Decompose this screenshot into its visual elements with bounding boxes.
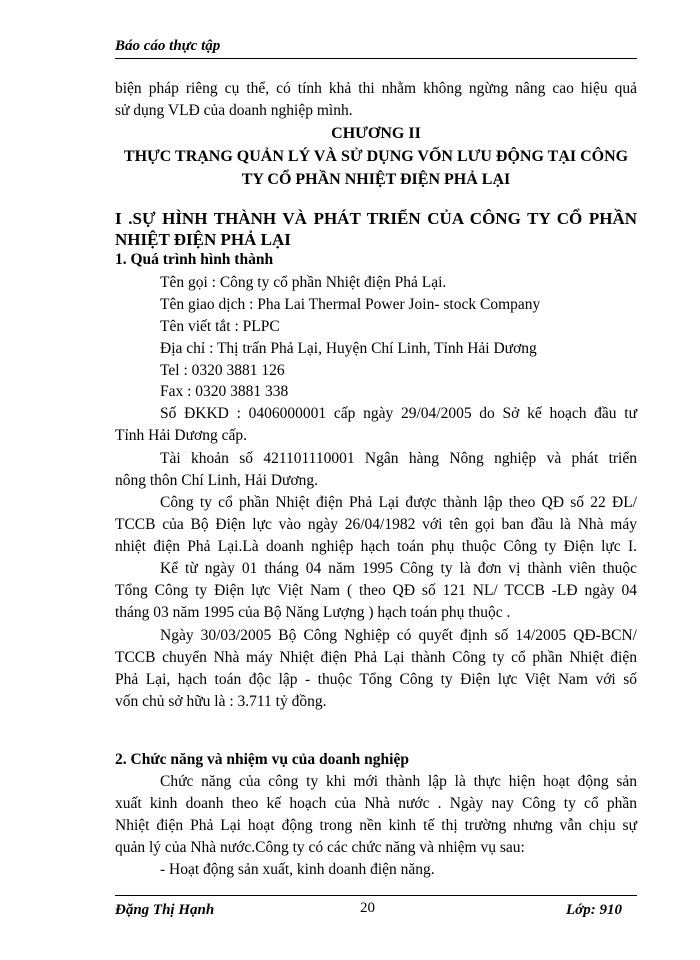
history-para-2-line-2: Tổng Công ty Điện lực Việt Nam ( theo QĐ số 121 NL/ TCCB -LĐ ngày 04: [115, 582, 637, 599]
history-para-3-line-3: Phả Lại, hạch toán độc lập - thuộc Tổng Công ty Điện lực Việt Nam với số: [115, 671, 637, 688]
chapter-title-line-1: THỰC TRẠNG QUẢN LÝ VÀ SỬ DỤNG VỐN LƯU ĐỘNG TẠI CÔNG: [123, 148, 629, 165]
function-para-line-4: quản lý của Nhà nước.Công ty có các chức năng và nhiệm vụ sau:: [115, 839, 525, 856]
page-header: Báo cáo thực tập: [115, 38, 637, 59]
business-registration-line-2: Tỉnh Hải Dương cấp.: [115, 427, 247, 444]
address: Địa chỉ : Thị trấn Phả Lại, Huyện Chí Linh, Tỉnh Hải Dương: [160, 340, 537, 357]
history-para-2-line-3: tháng 03 năm 1995 của Bộ Năng Lượng ) hạch toán phụ thuộc .: [115, 604, 511, 621]
history-para-2-line-1: Kể từ ngày 01 tháng 04 năm 1995 Công ty là đơn vị thành viên thuộc: [160, 560, 637, 577]
intro-line-2: sử dụng VLĐ của doanh nghiệp mình.: [115, 102, 353, 119]
footer-class: Lớp: 910: [566, 902, 622, 918]
function-para-line-3: Nhiệt điện Phả Lại hoạt động trong nền kinh tế thị trường nhưng vẫn chịu sự: [115, 817, 637, 834]
section-1-heading-line-1: I .SỰ HÌNH THÀNH VÀ PHÁT TRIỂN CỦA CÔNG TY CỔ PHẦN: [115, 209, 637, 228]
history-para-1-line-2: TCCB của Bộ Điện lực vào ngày 26/04/1982 với tên gọi ban đầu là Nhà máy: [115, 516, 637, 533]
history-para-3-line-4: vốn chủ sở hữu là : 3.711 tỷ đồng.: [115, 693, 327, 710]
bank-account-line-1: Tài khoản số 421101110001 Ngân hàng Nông nghiệp và phát triển: [160, 450, 637, 467]
business-registration-line-1: Số ĐKKD : 0406000001 cấp ngày 29/04/2005 do Sở kế hoạch đầu tư: [160, 405, 637, 422]
footer-author: Đặng Thị Hạnh: [115, 902, 215, 918]
history-para-1-line-1: Công ty cổ phần Nhiệt điện Phả Lại được thành lập theo QĐ số 22 ĐL/: [160, 494, 637, 511]
section-1-heading-line-2: NHIỆT ĐIỆN PHẢ LẠI: [115, 230, 291, 249]
function-item-1: - Hoạt động sản xuất, kinh doanh điện năng.: [160, 861, 435, 878]
subsection-2-heading: 2. Chức năng và nhiệm vụ của doanh nghiệp: [115, 751, 409, 768]
history-para-3-line-1: Ngày 30/03/2005 Bộ Công Nghiệp có quyết định số 14/2005 QĐ-BCN/: [160, 627, 637, 644]
history-para-1-line-3: nhiệt điện Phả Lại.Là doanh nghiệp hạch toán phụ thuộc Công ty Điện lực I.: [115, 538, 637, 555]
fax: Fax : 0320 3881 338: [160, 383, 289, 400]
telephone: Tel : 0320 3881 126: [160, 362, 285, 379]
subsection-1-heading: 1. Quá trình hình thành: [115, 251, 274, 268]
history-para-3-line-2: TCCB chuyển Nhà máy Nhiệt điện Phả Lại thành Công ty cổ phần Nhiệt điện: [115, 649, 637, 666]
page-number: 20: [360, 900, 375, 916]
chapter-title-line-2: TY CỔ PHẦN NHIỆT ĐIỆN PHẢ LẠI: [241, 171, 511, 188]
company-name: Tên gọi : Công ty cổ phần Nhiệt điện Phả Lại.: [160, 274, 447, 291]
short-name: Tên viết tắt : PLPC: [160, 318, 280, 335]
footer-divider: [115, 895, 637, 896]
bank-account-line-2: nông thôn Chí Linh, Hải Dương.: [115, 472, 319, 489]
chapter-label: CHƯƠNG II: [331, 125, 421, 142]
function-para-line-2: xuất kinh doanh theo kế hoạch của Nhà nước . Ngày nay Công ty cổ phần: [115, 795, 637, 812]
intro-line-1: biện pháp riêng cụ thể, có tính khả thi nhằm không ngừng nâng cao hiệu quả: [115, 80, 637, 97]
function-para-line-1: Chức năng của công ty khi mới thành lập là thực hiện hoạt động sản: [160, 773, 637, 790]
trade-name: Tên giao dịch : Pha Lai Thermal Power Join- stock Company: [160, 296, 541, 313]
